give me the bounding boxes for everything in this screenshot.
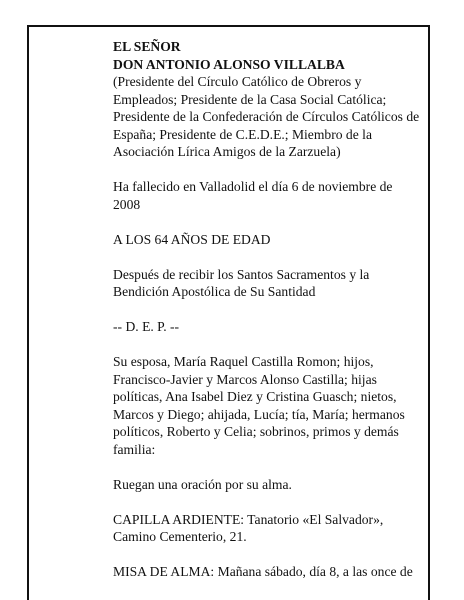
obituary-text [113, 38, 423, 598]
family-paragraph: Su esposa, María Raquel Castilla Romon; hijos, Francisco-Javier y Marcos Alonso Castilla; hijas políticas, Ana Isabel Diez y Cristina Guasch; nietos, Marcos y Diego; ahijada, Lucía; tía, María; hermanos políticos, Roberto y Celia; sobrinos, primos y demás familia: [113, 354, 405, 457]
title-line-1: EL SEÑOR [113, 39, 181, 54]
rip-line: -- D. E. P. -- [113, 319, 180, 334]
roles-paragraph: (Presidente del Círculo Católico de Obreros y Empleados; Presidente de la Casa Social Católica; Presidente de la Confederación de Círculos Católicos de España; Presidente de C.E.D.E.; Miembro de la Asociación Lírica Amigos de la Zarzuela) [113, 74, 420, 159]
deceased-name: DON ANTONIO ALONSO VILLALBA [113, 56, 345, 72]
obituary-header [113, 38, 423, 161]
age-line: A LOS 64 AÑOS DE EDAD [113, 231, 271, 247]
prayer-line: Ruegan una oración por su alma. [113, 476, 292, 492]
mass-paragraph: MISA DE ALMA: Mañana sábado, día 8, a las once de [113, 564, 413, 579]
chapel-paragraph: CAPILLA ARDIENTE: Tanatorio «El Salvador», Camino Cementerio, 21. [113, 511, 384, 544]
death-notice: Ha fallecido en Valladolid el día 6 de noviembre de 2008 [113, 179, 393, 212]
sacraments-paragraph: Después de recibir los Santos Sacramentos y la Bendición Apostólica de Su Santidad [113, 266, 370, 299]
